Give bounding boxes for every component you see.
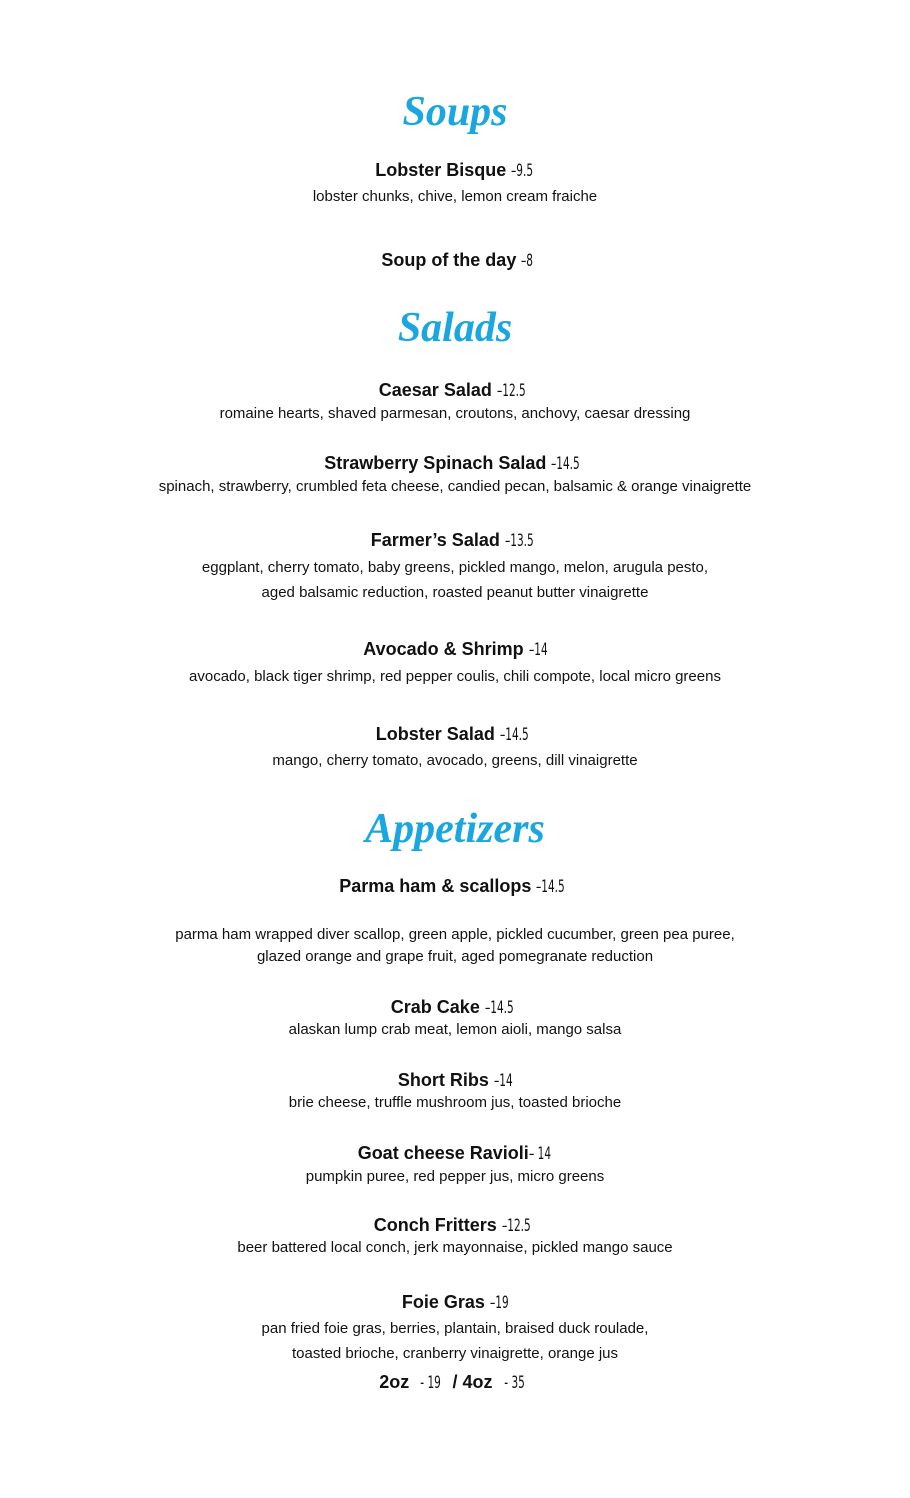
menu-item-goat-cheese-ravioli (0, 1141, 910, 1166)
item-name: Soup of the day (381, 250, 517, 270)
item-price: – 14 (528, 1144, 551, 1164)
item-price: –14.5 (484, 998, 514, 1018)
item-description: lobster chunks, chive, lemon cream fraiche (312, 188, 598, 205)
item-name: Avocado & Shrimp (363, 639, 524, 659)
item-description: toasted brioche, cranberry vinaigrette, orange jus (291, 1345, 618, 1362)
item-name: Lobster Bisque (375, 160, 507, 180)
item-description: romaine hearts, shaved parmesan, croutons, anchovy, caesar dressing (219, 405, 691, 422)
item-price: –14 (493, 1071, 513, 1091)
size-label: 4oz (462, 1372, 493, 1392)
item-description: aged balsamic reduction, roasted peanut butter vinaigrette (261, 584, 649, 601)
menu-item-foie-gras (0, 1290, 910, 1315)
item-description: avocado, black tiger shrimp, red pepper coulis, chili compote, local micro greens (189, 668, 721, 685)
item-name: Foie Gras (401, 1292, 485, 1312)
item-description: alaskan lump crab meat, lemon aioli, mango salsa (288, 1021, 622, 1038)
item-name: Conch Fritters (373, 1215, 497, 1235)
item-description: brie cheese, truffle mushroom jus, toasted brioche (288, 1094, 622, 1111)
item-description: spinach, strawberry, crumbled feta cheese, candied pecan, balsamic & orange vinaigrette (158, 478, 752, 495)
item-price: –12.5 (496, 381, 526, 401)
menu-item-crab-cake (0, 995, 910, 1020)
menu-item-avocado-shrimp (0, 637, 910, 662)
size-price: - 35 (503, 1373, 525, 1393)
item-description: glazed orange and grape fruit, aged pomegranate reduction (256, 948, 654, 965)
item-name: Strawberry Spinach Salad (324, 453, 547, 473)
item-description: mango, cherry tomato, avocado, greens, dill vinaigrette (272, 752, 638, 769)
menu-item-parma-ham-scallops (0, 874, 910, 899)
menu-item-lobster-bisque (0, 158, 910, 183)
item-name: Farmer’s Salad (370, 530, 500, 550)
item-name: Short Ribs (397, 1070, 489, 1090)
item-name: Goat cheese Ravioli (357, 1143, 529, 1163)
item-price: –14.5 (536, 877, 566, 897)
item-name: Parma ham & scallops (339, 876, 532, 896)
menu-item-farmers-salad (0, 528, 910, 553)
menu-item-short-ribs (0, 1068, 910, 1093)
menu-item-strawberry-spinach-salad (0, 451, 910, 476)
item-description: eggplant, cherry tomato, baby greens, pickled mango, melon, arugula pesto, (201, 559, 709, 576)
foie-gras-size-options (0, 1370, 910, 1395)
item-price: –14 (528, 640, 548, 660)
item-description: pan fried foie gras, berries, plantain, braised duck roulade, (261, 1320, 649, 1337)
item-price: –13.5 (504, 531, 534, 551)
item-name: Caesar Salad (378, 380, 492, 400)
menu-item-caesar-salad (0, 378, 910, 403)
size-separator: / (452, 1372, 458, 1392)
item-description: parma ham wrapped diver scallop, green apple, pickled cucumber, green pea puree, (175, 926, 735, 943)
menu-item-soup-of-the-day (0, 248, 910, 273)
item-name: Lobster Salad (375, 724, 495, 744)
item-name: Crab Cake (390, 997, 480, 1017)
item-price: –8 (521, 251, 534, 271)
item-price: –12.5 (501, 1216, 531, 1236)
menu-item-lobster-salad (0, 722, 910, 747)
section-heading-soups: Soups (402, 89, 508, 135)
item-price: –14.5 (551, 454, 581, 474)
section-heading-appetizers: Appetizers (365, 806, 545, 852)
item-description: pumpkin puree, red pepper jus, micro greens (305, 1168, 605, 1185)
item-price: –14.5 (499, 725, 529, 745)
item-description: beer battered local conch, jerk mayonnaise, pickled mango sauce (237, 1239, 673, 1256)
size-label: 2oz (379, 1372, 410, 1392)
item-price: –19 (489, 1293, 509, 1313)
menu-item-conch-fritters (0, 1213, 910, 1238)
section-heading-salads: Salads (397, 305, 513, 351)
item-price: –9.5 (511, 161, 534, 181)
size-price: - 19 (420, 1373, 442, 1393)
